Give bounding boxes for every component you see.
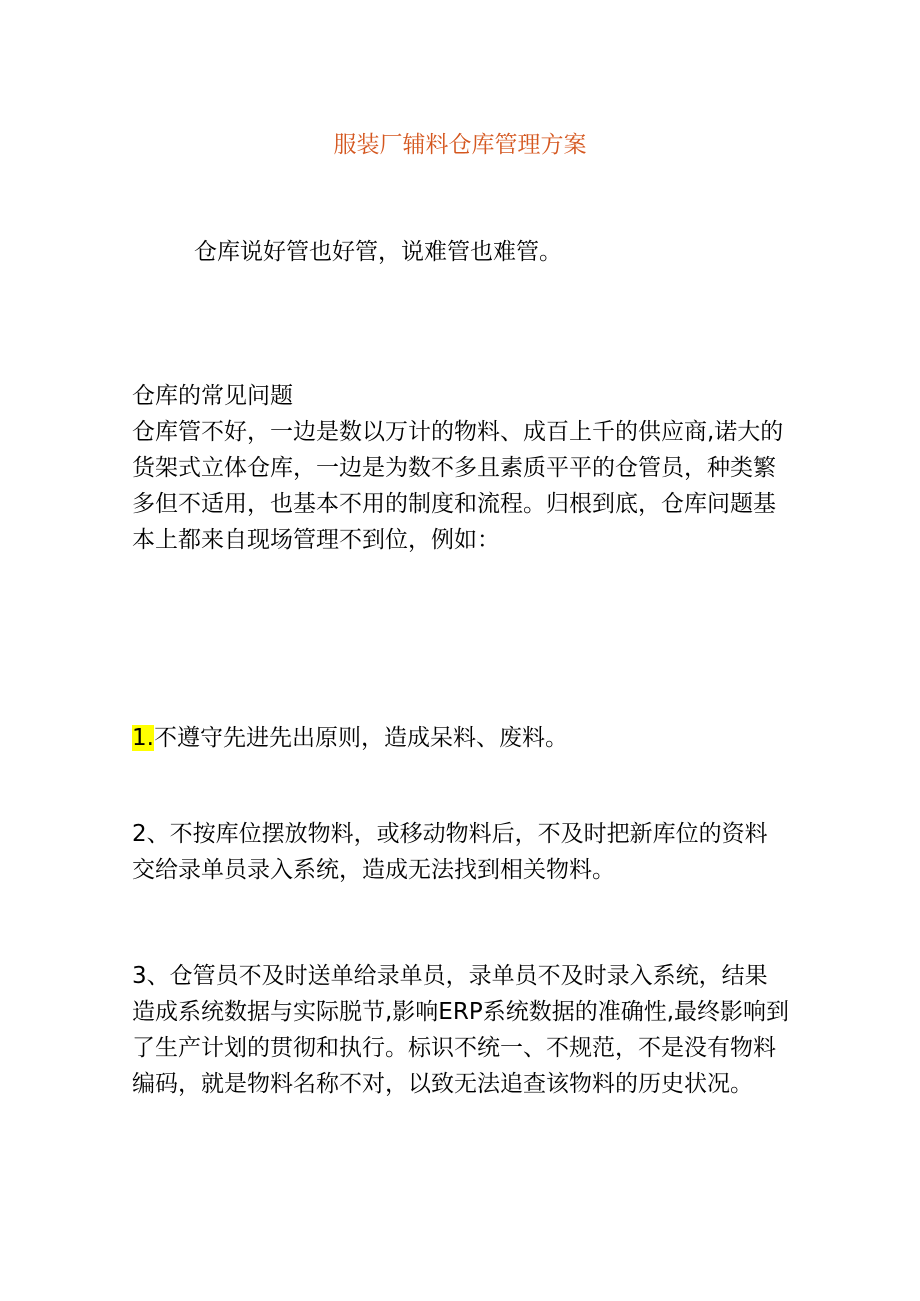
paragraph-line: 多但不适用，也基本不用的制度和流程。归根到底，仓库问题基 <box>132 491 776 517</box>
list-item-2 <box>132 816 792 888</box>
paragraph-line: 货架式立体仓库，一边是为数不多且素质平平的仓管员，种类繁 <box>132 455 776 481</box>
paragraph-line: 2、不按库位摆放物料，或移动物料后，不及时把新库位的资料 <box>132 821 768 847</box>
document-title: 服装厂辅料仓库管理方案 <box>333 132 587 158</box>
paragraph-line: 本上都来自现场管理不到位，例如： <box>132 527 500 553</box>
paragraph-line: 仓库管不好，一边是数以万计的物料、成百上千的供应商,诺大的 <box>132 419 784 445</box>
list-item-1 <box>132 720 792 756</box>
paragraph-line: 造成系统数据与实际脱节,影响ERP系统数据的准确性,最终影响到 <box>132 999 790 1025</box>
list-item-1-line <box>132 720 792 756</box>
highlighted-number: 1. <box>132 725 154 751</box>
intro-sentence: 仓库说好管也好管，说难管也难管。 <box>194 239 562 265</box>
list-item-1-text: 不遵守先进先出原则，造成呆料、废料。 <box>153 725 568 751</box>
paragraph-line: 编码，就是物料名称不对，以致无法追查该物料的历史状况。 <box>132 1071 753 1097</box>
paragraph-line: 3、仓管员不及时送单给录单员，录单员不及时录入系统，结果 <box>132 963 768 989</box>
section-heading: 仓库的常见问题 <box>132 383 293 409</box>
section-common-problems <box>132 378 792 558</box>
paragraph-line: 交给录单员录入系统，造成无法找到相关物料。 <box>132 857 615 883</box>
list-item-3 <box>132 958 792 1102</box>
paragraph-line: 了生产计划的贯彻和执行。标识不统一、不规范，不是没有物料 <box>132 1035 776 1061</box>
